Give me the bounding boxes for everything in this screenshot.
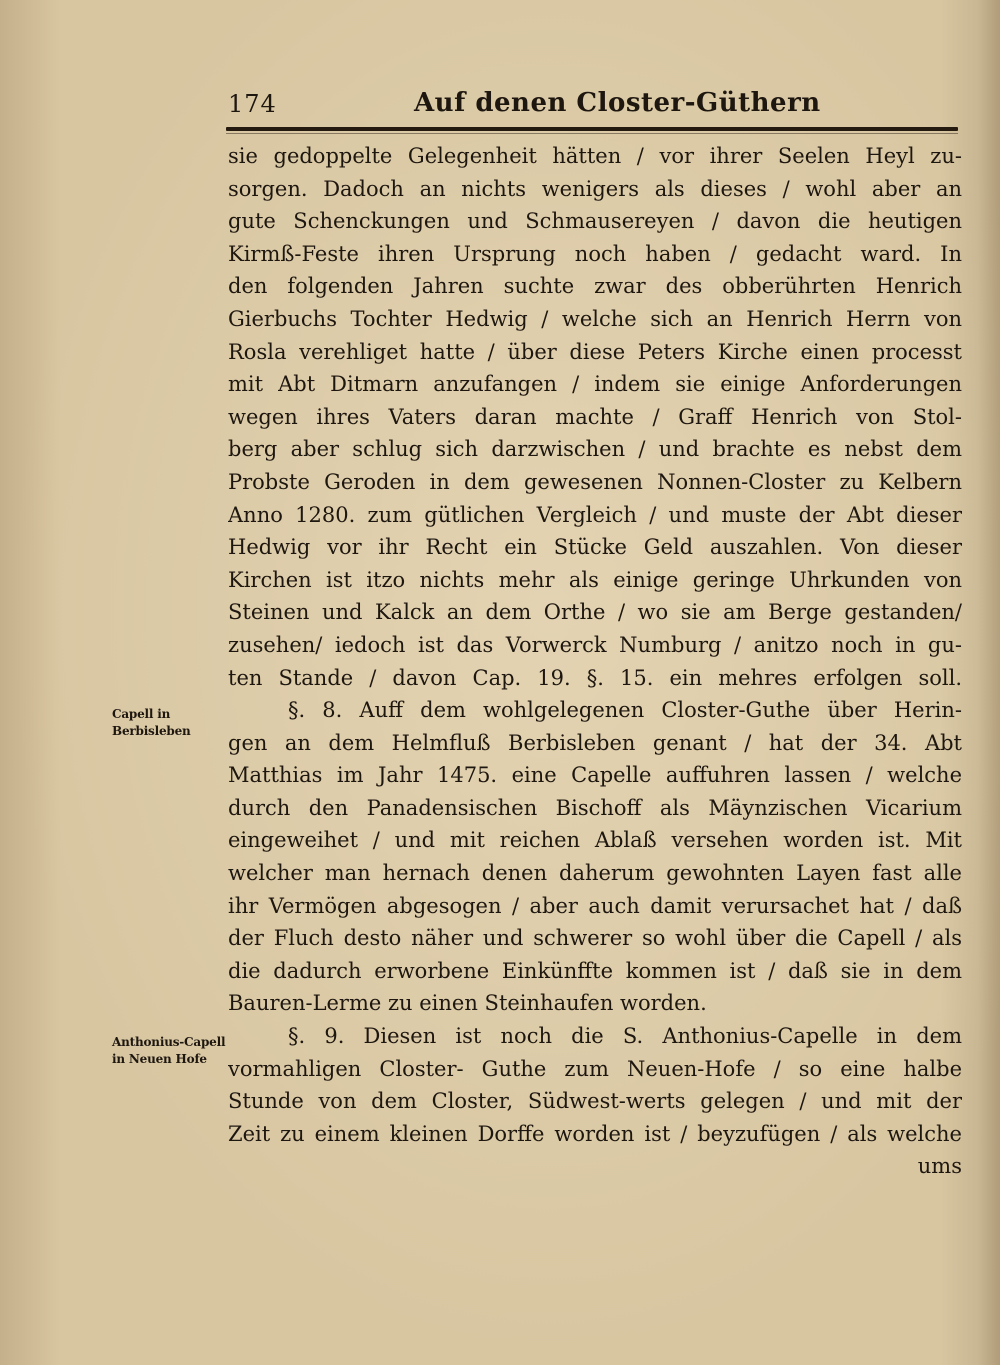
- running-head: Auf denen Closter-Güthern: [414, 88, 821, 118]
- text-line: Probste Geroden in dem gewesenen Nonnen-Closter zu Kelbern: [228, 469, 962, 494]
- catchword: ums: [917, 1154, 962, 1179]
- margin-note-anthonius-capell: Anthonius-Capell in Neuen Hofe: [112, 1035, 226, 1066]
- text-line: Zeit zu einem kleinen Dorffe worden ist / beyzufügen / als welche: [228, 1121, 962, 1146]
- text-line: Bauren-Lerme zu einen Steinhaufen worden.: [228, 991, 707, 1016]
- text-line: welcher man hernach denen daherum gewohnten Layen fast alle: [228, 861, 962, 886]
- text-line: den folgenden Jahren suchte zwar des obberührten Henrich: [228, 274, 962, 299]
- text-line: der Fluch desto näher und schwerer so wohl über die Capell / als: [228, 926, 962, 951]
- text-line: Rosla verehliget hatte / über diese Peters Kirche einen processt: [228, 339, 962, 364]
- page-header: [228, 88, 960, 122]
- text-line: Kirchen ist itzo nichts mehr als einige geringe Uhrkunden von: [228, 567, 962, 592]
- text-line: wegen ihres Vaters daran machte / Graff Henrich von Stol-: [228, 404, 962, 429]
- page-edge-shadow: [978, 0, 1000, 1365]
- text-line: zusehen/ iedoch ist das Vorwerck Numburg / anitzo noch in gu-: [228, 632, 962, 657]
- text-line: Anno 1280. zum gütlichen Vergleich / und muste der Abt dieser: [228, 502, 962, 527]
- text-line: berg aber schlug sich darzwischen / und brachte es nebst dem: [228, 437, 962, 462]
- header-rule-thin: [226, 133, 958, 134]
- body-text: [228, 140, 962, 1183]
- text-line: sorgen. Dadoch an nichts wenigers als dieses / wohl aber an: [228, 176, 962, 201]
- text-line: durch den Panadensischen Bischoff als Mäynzischen Vicarium: [228, 795, 962, 820]
- text-line: Matthias im Jahr 1475. eine Capelle auffuhren lassen / welche: [228, 763, 962, 788]
- header-rule: [226, 127, 958, 131]
- page-number: 174: [228, 90, 277, 118]
- text-line: Steinen und Kalck an dem Orthe / wo sie am Berge gestanden/: [228, 600, 962, 625]
- text-line: Hedwig vor ihr Recht ein Stücke Geld auszahlen. Von dieser: [228, 535, 962, 560]
- text-line: gute Schenckungen und Schmausereyen / davon die heutigen: [228, 209, 962, 234]
- text-line: ten Stande / davon Cap. 19. §. 15. ein mehres erfolgen soll.: [228, 665, 962, 690]
- section-8-start: §. 8. Auff dem wohlgelegenen Closter-Guthe über Herin-: [288, 698, 962, 723]
- text-line: vormahligen Closter- Guthe zum Neuen-Hofe / so eine halbe: [228, 1056, 962, 1081]
- text-line: die dadurch erworbene Einkünffte kommen ist / daß sie in dem: [228, 958, 962, 983]
- text-line: Kirmß-Feste ihren Ursprung noch haben / gedacht ward. In: [228, 241, 962, 266]
- margin-note-capell-berbisleben: Capell in Berbisleben: [112, 707, 191, 738]
- text-line: Stunde von dem Closter, Südwest-werts gelegen / und mit der: [228, 1089, 962, 1114]
- text-line: gen an dem Helmfluß Berbisleben genant / hat der 34. Abt: [228, 730, 962, 755]
- text-line: mit Abt Ditmarn anzufangen / indem sie einige Anforderungen: [228, 372, 962, 397]
- section-9-start: §. 9. Diesen ist noch die S. Anthonius-Capelle in dem: [288, 1024, 962, 1049]
- text-line: ihr Vermögen abgesogen / aber auch damit verursachet hat / daß: [228, 893, 962, 918]
- text-line: sie gedoppelte Gelegenheit hätten / vor ihrer Seelen Heyl zu-: [228, 144, 962, 168]
- text-line: eingeweihet / und mit reichen Ablaß versehen worden ist. Mit: [228, 828, 962, 853]
- text-line: Gierbuchs Tochter Hedwig / welche sich an Henrich Herrn von: [228, 306, 962, 331]
